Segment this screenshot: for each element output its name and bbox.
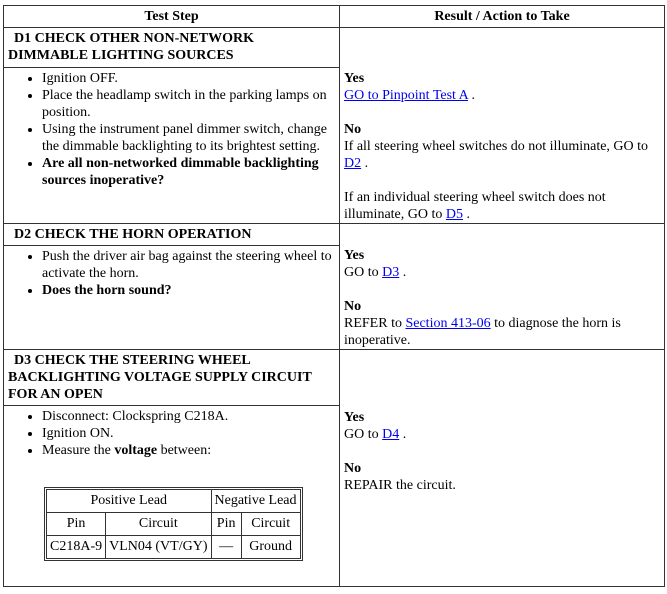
lead-table (46, 489, 301, 559)
header-test-step: Test Step (4, 6, 340, 28)
neg-circuit-cell: Ground (241, 536, 300, 559)
d1-no-text1: If all steering wheel switches do not illuminate, GO to (344, 139, 649, 154)
header-result: Result / Action to Take (340, 6, 665, 28)
pos-pin-cell: C218A-9 (47, 536, 106, 559)
d3-title-row (4, 350, 665, 406)
d1-no-link1[interactable]: D2 (344, 156, 362, 171)
lead-table-frame (44, 487, 303, 561)
d2-title-cell (4, 224, 340, 246)
d1-step-2: • Place the headlamp switch in the parking lamps on position. (42, 87, 339, 121)
d2-section-link[interactable]: Section 413-06 (405, 316, 491, 331)
pos-circuit-cell: VLN04 (VT/GY) (106, 536, 211, 559)
d2-title: D2 CHECK THE HORN OPERATION (14, 227, 252, 242)
d2-yes-link[interactable]: D3 (382, 265, 400, 280)
neg-circuit-header: Circuit (241, 513, 300, 536)
header-row (4, 6, 665, 28)
d1-title-cell (4, 28, 340, 68)
neg-pin-cell: — (211, 536, 241, 559)
d2-question: • Does the horn sound? (42, 282, 339, 299)
pos-pin-header: Pin (47, 513, 106, 536)
d1-question: • Are all non-networked dimmable backlighting sources inoperative? (42, 155, 339, 189)
d1-no-link2[interactable]: D5 (445, 207, 464, 222)
d2-result-cell: Yes GO to D3 . No REFER to Section 413-06 to diagnose the horn is inoperative. (340, 224, 665, 350)
d1-title: D1 CHECK OTHER NON-NETWORK DIMMABLE LIGHTING SOURCES (8, 31, 254, 63)
d1-title-row (4, 28, 665, 68)
d2-step-1: • Push the driver air bag against the steering wheel to activate the horn. (42, 248, 339, 282)
diagnostic-table (3, 5, 665, 587)
d3-yes-link[interactable]: D4 (382, 427, 400, 442)
pos-circuit-header: Circuit (106, 513, 211, 536)
d1-step-1: • Ignition OFF. (42, 70, 339, 87)
d3-result-cell: Yes GO to D4 . No REPAIR the circuit. (340, 350, 665, 587)
d1-steps-cell (4, 67, 340, 223)
positive-lead-header: Positive Lead (47, 490, 212, 513)
d3-step-1: • Disconnect: Clockspring C218A. (42, 408, 339, 425)
d1-no-label: No (344, 122, 362, 137)
d1-step-list (4, 70, 339, 189)
d3-no-text: REPAIR the circuit. (344, 478, 456, 493)
d2-step-list (4, 248, 339, 299)
d1-step-3: • Using the instrument panel dimmer switch, change the dimmable backlighting to its brightest setting. (42, 121, 339, 155)
d3-no-label: No (344, 461, 362, 476)
d3-step-2: • Ignition ON. (42, 425, 339, 442)
d3-title: D3 CHECK THE STEERING WHEEL BACKLIGHTING VOLTAGE SUPPLY CIRCUIT FOR AN OPEN (8, 353, 312, 402)
d2-yes-label: Yes (344, 248, 365, 263)
d2-title-row (4, 224, 665, 246)
d3-steps-cell (4, 406, 340, 587)
negative-lead-header: Negative Lead (211, 490, 300, 513)
d3-yes-label: Yes (344, 410, 365, 425)
d2-no-label: No (344, 299, 362, 314)
d3-step-list (4, 408, 339, 459)
d3-title-cell (4, 350, 340, 406)
d2-steps-cell (4, 246, 340, 350)
d1-no-text2: If an individual steering wheel switch does not illuminate, GO to (344, 190, 606, 222)
d1-yes-label: Yes (344, 71, 365, 86)
d1-yes-link[interactable]: GO to Pinpoint Test A (344, 88, 469, 103)
d1-result-cell: Yes GO to Pinpoint Test A . No If all steering wheel switches do not illuminate, GO to D2 . If an individual steering wheel switch does not illuminate, GO to D5 . (340, 28, 665, 224)
table-row (47, 536, 301, 559)
neg-pin-header: Pin (211, 513, 241, 536)
d3-step-3: • Measure the voltage between: (42, 442, 339, 459)
